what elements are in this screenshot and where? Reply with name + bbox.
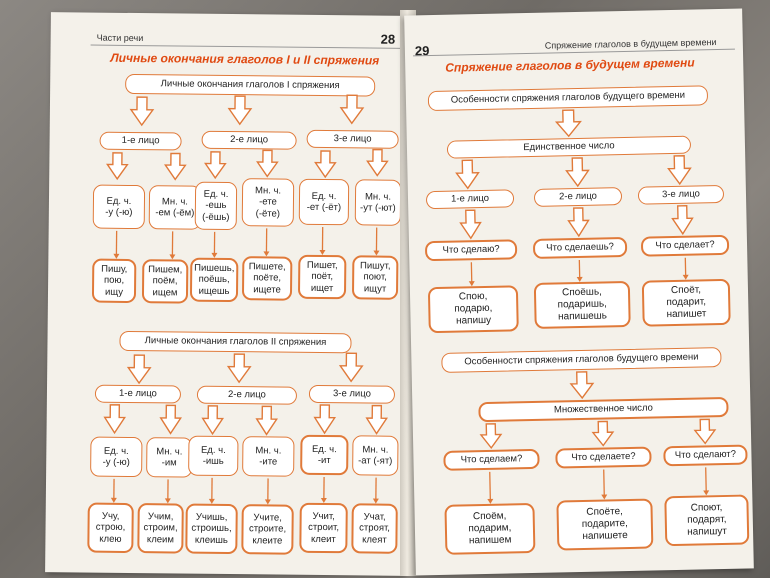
down-arrow-icon bbox=[367, 405, 387, 433]
page-number: 29 bbox=[414, 43, 430, 59]
conj1-ending-1: Ед. ч. -у (-ю) bbox=[93, 185, 145, 230]
down-arrow-icon bbox=[460, 210, 481, 238]
conj2-ending-5: Ед. ч. -ит bbox=[300, 435, 348, 476]
page-title: Спряжение глаголов в будущем времени bbox=[445, 55, 695, 75]
plural-example-2: Споёте, подарите, напишете bbox=[556, 499, 653, 551]
conj2-person-3: 3-е лицо bbox=[309, 385, 395, 404]
conj2-example-4: Учите, строите, клеите bbox=[241, 504, 294, 555]
conj2-ending-1: Ед. ч. -у (-ю) bbox=[90, 437, 142, 478]
down-arrow-icon bbox=[568, 208, 589, 236]
conj1-example-2: Пишем, поём, ищем bbox=[142, 259, 188, 303]
thin-arrow-icon bbox=[706, 467, 707, 491]
down-arrow-icon bbox=[668, 156, 691, 184]
page-header: Части речи bbox=[96, 32, 144, 44]
down-arrow-icon bbox=[257, 150, 277, 176]
conj1-example-3: Пишешь, поёшь, ищешь bbox=[190, 258, 238, 303]
conj2-heading: Личные окончания глаголов II спряжения bbox=[119, 331, 351, 353]
down-arrow-icon bbox=[229, 96, 251, 124]
singular-question-3: Что сделает? bbox=[641, 235, 729, 257]
down-arrow-icon bbox=[257, 406, 277, 434]
thin-arrow-icon bbox=[604, 470, 605, 496]
conj2-ending-6: Мн. ч. -ат (-ят) bbox=[352, 435, 398, 475]
conj2-example-1: Учу, строю, клею bbox=[87, 503, 134, 553]
conj2-person-2: 2-е лицо bbox=[197, 386, 297, 405]
singular-person-2: 2-е лицо bbox=[534, 187, 622, 207]
conj2-example-6: Учат, строят, клеят bbox=[351, 503, 398, 553]
plural-example-1: Споём, подарим, напишем bbox=[444, 503, 535, 555]
down-arrow-icon bbox=[340, 353, 362, 381]
down-arrow-icon bbox=[128, 355, 150, 383]
header-rule bbox=[91, 45, 403, 49]
plural-label: Множественное число bbox=[478, 397, 728, 422]
page-header: Спряжение глаголов в будущем времени bbox=[544, 37, 717, 51]
feature-heading-2: Особенности спряжения глаголов будущего времени bbox=[441, 347, 721, 373]
conj1-ending-5: Ед. ч. -ет (-ёт) bbox=[299, 179, 349, 226]
conj2-person-1: 1-е лицо bbox=[95, 385, 181, 404]
conj2-example-3: Учишь, строишь, клеишь bbox=[185, 504, 238, 555]
conj1-ending-4: Мн. ч. -ете (-ёте) bbox=[242, 178, 294, 227]
down-arrow-icon bbox=[556, 110, 581, 136]
down-arrow-icon bbox=[367, 149, 387, 175]
conj2-example-2: Учим, строим, клеим bbox=[137, 503, 184, 553]
feature-heading-1: Особенности спряжения глаголов будущего времени bbox=[428, 85, 708, 111]
down-arrow-icon bbox=[566, 158, 589, 186]
conj1-person-2: 2-е лицо bbox=[202, 131, 297, 150]
conj1-person-1: 1-е лицо bbox=[100, 132, 182, 151]
conj2-ending-3: Ед. ч. -ишь bbox=[188, 436, 238, 477]
conj2-ending-4: Мн. ч. -ите bbox=[242, 436, 294, 477]
down-arrow-icon bbox=[593, 421, 613, 445]
down-arrow-icon bbox=[315, 405, 335, 433]
right-page bbox=[404, 9, 754, 576]
left-page bbox=[45, 12, 409, 576]
conj1-example-4: Пишете, поёте, ищете bbox=[242, 256, 292, 301]
down-arrow-icon bbox=[165, 153, 185, 179]
down-arrow-icon bbox=[203, 406, 223, 434]
down-arrow-icon bbox=[481, 424, 501, 448]
down-arrow-icon bbox=[571, 372, 594, 398]
down-arrow-icon bbox=[341, 95, 363, 123]
down-arrow-icon bbox=[315, 151, 335, 177]
conj1-example-5: Пишет, поёт, ищет bbox=[298, 255, 346, 300]
conj1-example-1: Пишу, пою, ищу bbox=[92, 259, 136, 303]
down-arrow-icon bbox=[672, 206, 693, 234]
plural-question-2: Что сделаете? bbox=[555, 447, 651, 469]
singular-question-1: Что сделаю? bbox=[425, 239, 517, 261]
down-arrow-icon bbox=[695, 419, 715, 443]
page-title: Личные окончания глаголов I и II спряжения bbox=[110, 50, 380, 68]
thin-arrow-icon bbox=[490, 472, 491, 500]
conj1-ending-6: Мн. ч. -ут (-ют) bbox=[355, 179, 401, 225]
down-arrow-icon bbox=[161, 405, 181, 433]
conj1-example-6: Пишут, поют, ищут bbox=[352, 255, 398, 299]
down-arrow-icon bbox=[205, 152, 225, 178]
singular-question-2: Что сделаешь? bbox=[533, 237, 627, 259]
down-arrow-icon bbox=[107, 153, 127, 179]
down-arrow-icon bbox=[456, 160, 479, 188]
conj1-person-3: 3-е лицо bbox=[307, 130, 399, 149]
singular-person-3: 3-е лицо bbox=[638, 185, 724, 205]
page-number: 28 bbox=[380, 31, 396, 47]
singular-label: Единственное число bbox=[447, 136, 691, 159]
conj2-example-5: Учит, строит, клеит bbox=[299, 503, 348, 553]
conj1-ending-3: Ед. ч. -ешь (-ёшь) bbox=[195, 182, 238, 230]
conj2-ending-2: Мн. ч. -им bbox=[146, 437, 192, 477]
down-arrow-icon bbox=[228, 354, 250, 382]
singular-person-1: 1-е лицо bbox=[426, 189, 514, 209]
singular-example-1: Спою, подарю, напишу bbox=[428, 285, 519, 333]
singular-example-3: Споёт, подарит, напишет bbox=[642, 279, 731, 327]
plural-question-1: Что сделаем? bbox=[443, 449, 539, 471]
conj1-heading: Личные окончания глаголов I спряжения bbox=[125, 74, 375, 97]
conj1-ending-2: Мн. ч. -ем (-ём) bbox=[149, 185, 201, 230]
plural-question-3: Что сделают? bbox=[663, 445, 747, 467]
down-arrow-icon bbox=[131, 97, 153, 125]
down-arrow-icon bbox=[105, 405, 125, 433]
plural-example-3: Споют, подарят, напишут bbox=[664, 494, 749, 546]
singular-example-2: Споёшь, подаришь, напишешь bbox=[534, 281, 631, 329]
